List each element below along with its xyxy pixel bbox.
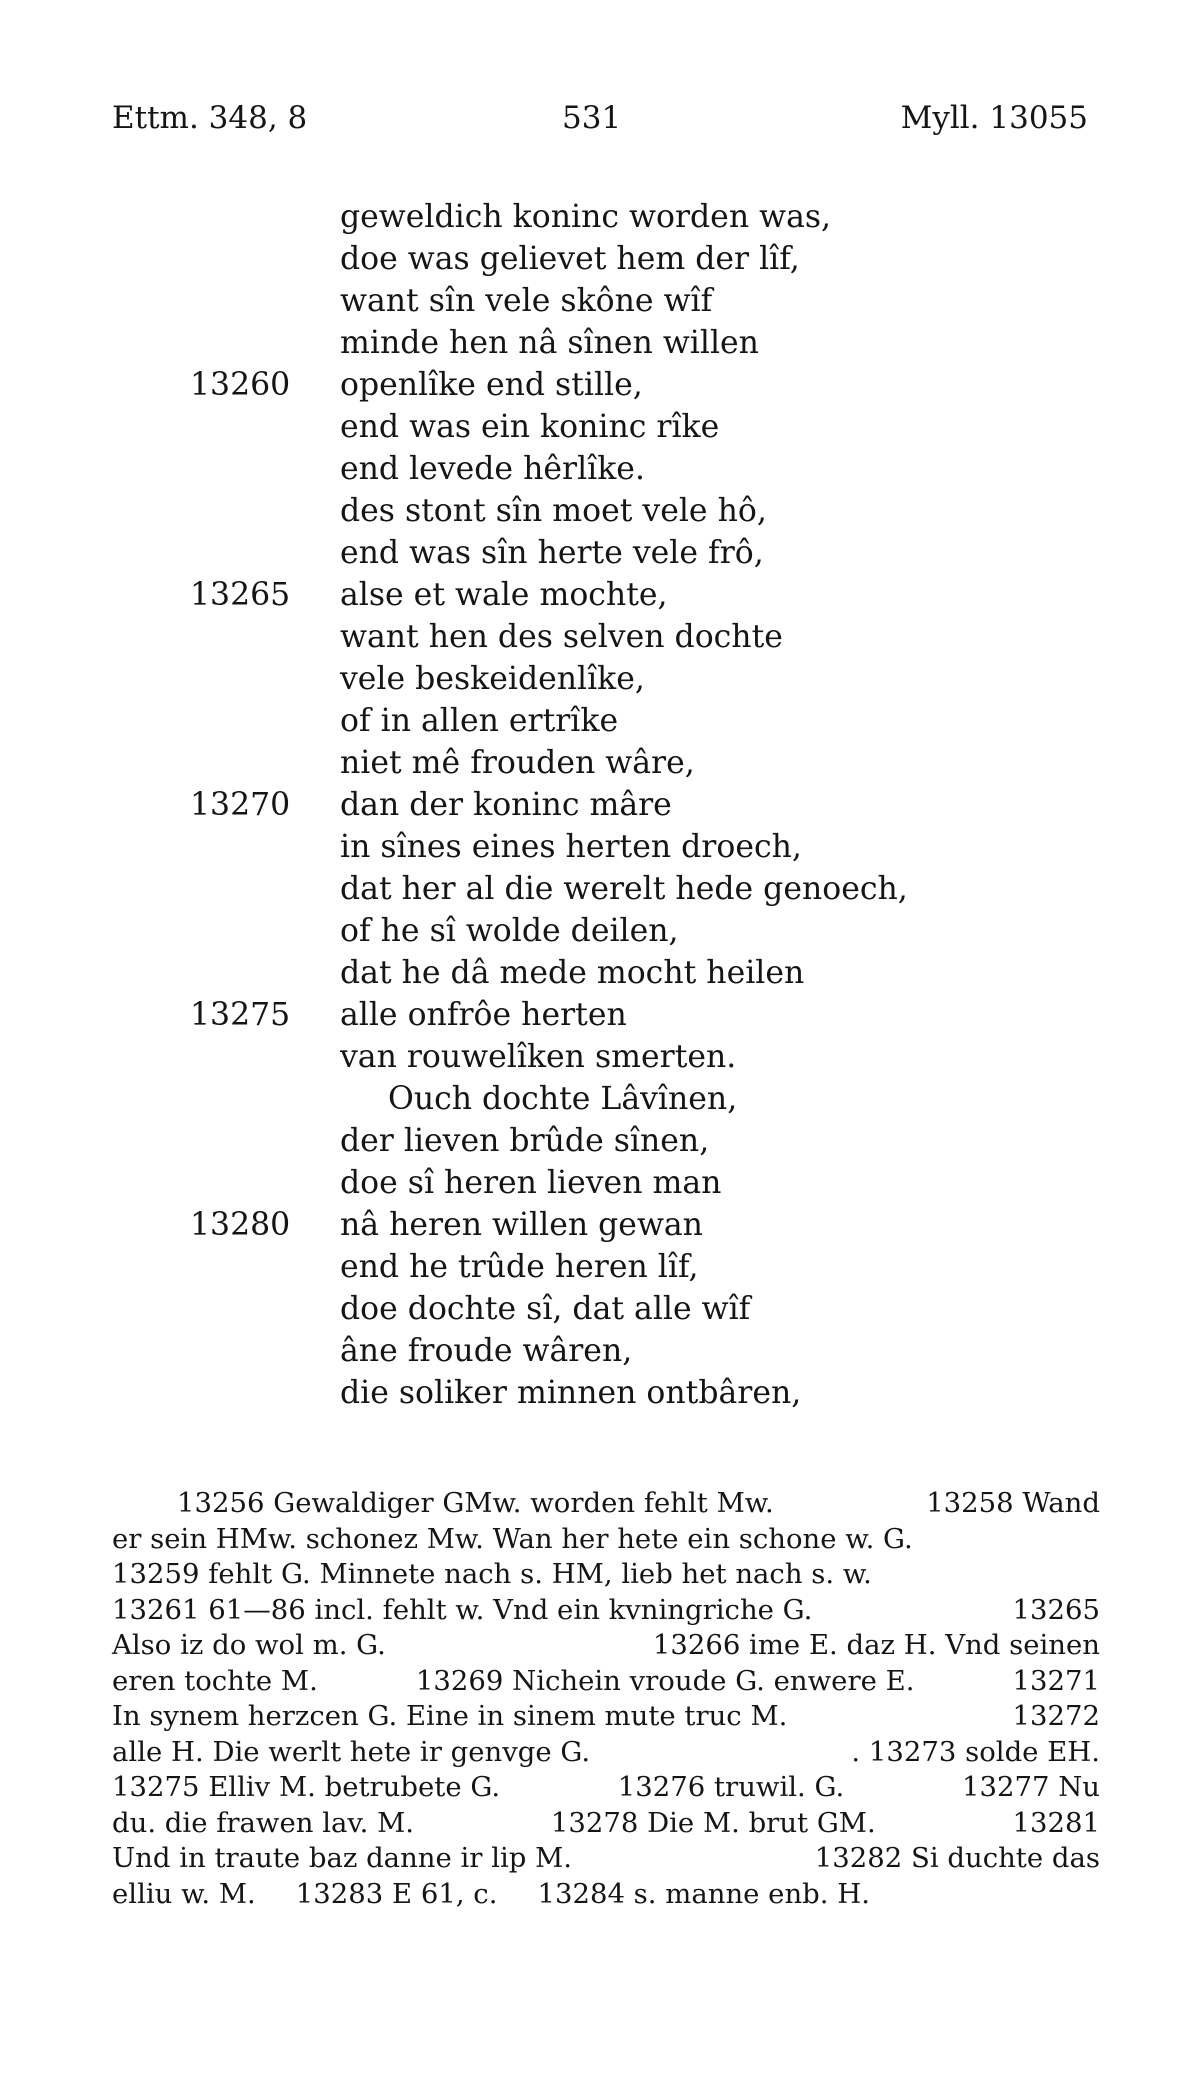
verse-line bbox=[190, 490, 1050, 532]
verse-text-line: dat her al die werelt hede genoech, bbox=[340, 871, 908, 907]
verse-line bbox=[190, 364, 1050, 406]
line-number: 13265 bbox=[190, 577, 291, 613]
verse-text-line: doe was gelievet hem der lîf, bbox=[340, 241, 800, 277]
verse-line bbox=[190, 1372, 1050, 1414]
verse-line bbox=[190, 1162, 1050, 1204]
verse-line bbox=[190, 1036, 1050, 1078]
header-right-reference: Myll. 13055 bbox=[900, 100, 1088, 136]
critical-apparatus bbox=[112, 1486, 1100, 1912]
apparatus-line bbox=[112, 1486, 1100, 1522]
apparatus-segment: 13278 Die M. brut GM. bbox=[550, 1806, 876, 1839]
verse-line bbox=[190, 868, 1050, 910]
apparatus-segment: Also iz do wol m. G. bbox=[112, 1629, 386, 1661]
line-number: 13260 bbox=[190, 367, 291, 403]
verse-text-line: Ouch dochte Lâvînen, bbox=[388, 1081, 738, 1117]
apparatus-line bbox=[112, 1522, 1100, 1558]
apparatus-segment: 13271 bbox=[1012, 1664, 1100, 1697]
verse-text-line: dan der koninc mâre bbox=[340, 787, 672, 823]
apparatus-line bbox=[112, 1770, 1100, 1806]
apparatus-segment: . 13273 solde EH. bbox=[851, 1735, 1100, 1768]
verse-text-line: of he sî wolde deilen, bbox=[340, 913, 679, 949]
apparatus-segment: In synem herzcen G. Eine in sinem mute truc M. bbox=[112, 1700, 788, 1732]
verse-text-line: vele beskeidenlîke, bbox=[340, 661, 645, 697]
verse-line bbox=[190, 238, 1050, 280]
verse-line bbox=[190, 448, 1050, 490]
apparatus-segment: 13265 bbox=[1012, 1593, 1100, 1626]
apparatus-segment: 13258 Wand bbox=[926, 1487, 1100, 1519]
verse-line bbox=[190, 322, 1050, 364]
verse-line bbox=[190, 280, 1050, 322]
verse-text bbox=[190, 196, 1050, 1414]
header-left-reference: Ettm. 348, 8 bbox=[112, 100, 308, 136]
line-number: 13280 bbox=[190, 1207, 291, 1243]
apparatus-segment: eren tochte M. bbox=[112, 1664, 318, 1697]
verse-text-line: des stont sîn moet vele hô, bbox=[340, 493, 767, 529]
apparatus-segment: alle H. Die werlt hete ir genvge G. bbox=[112, 1735, 591, 1768]
apparatus-segment: 13272 bbox=[1012, 1700, 1100, 1732]
page-number: 531 bbox=[562, 100, 622, 136]
apparatus-segment: 13277 Nu bbox=[961, 1771, 1100, 1803]
verse-text-line: van rouwelîken smerten. bbox=[340, 1039, 737, 1075]
verse-line bbox=[190, 1288, 1050, 1330]
verse-line bbox=[190, 1330, 1050, 1372]
apparatus-line bbox=[112, 1628, 1100, 1664]
verse-text-line: alse et wale mochte, bbox=[340, 577, 668, 613]
apparatus-segment: 13282 Si duchte das bbox=[814, 1842, 1100, 1874]
verse-line bbox=[190, 616, 1050, 658]
verse-text-line: dat he dâ mede mocht heilen bbox=[340, 955, 805, 991]
verse-text-line: in sînes eines herten droech, bbox=[340, 829, 802, 865]
verse-line bbox=[190, 1246, 1050, 1288]
line-number: 13270 bbox=[190, 787, 291, 823]
verse-line bbox=[190, 910, 1050, 952]
verse-line bbox=[190, 742, 1050, 784]
verse-text-line: doe sî heren lieven man bbox=[340, 1165, 722, 1201]
verse-line bbox=[190, 532, 1050, 574]
apparatus-segment: er sein HMw. schonez Mw. Wan her hete ein schone w. G. bbox=[112, 1522, 913, 1555]
verse-line bbox=[190, 1204, 1050, 1246]
verse-text-line: âne froude wâren, bbox=[340, 1333, 633, 1369]
apparatus-line bbox=[112, 1841, 1100, 1877]
verse-line bbox=[190, 406, 1050, 448]
verse-line bbox=[190, 826, 1050, 868]
verse-line bbox=[190, 1120, 1050, 1162]
verse-text-line: geweldich koninc worden was, bbox=[340, 199, 832, 235]
apparatus-segment: 13261 61—86 incl. fehlt w. Vnd ein kvningriche G. bbox=[112, 1593, 813, 1626]
verse-line bbox=[190, 574, 1050, 616]
apparatus-segment: 13283 E 61, c. bbox=[295, 1877, 498, 1910]
line-number: 13275 bbox=[190, 997, 291, 1033]
apparatus-segment: 13276 truwil. G. bbox=[617, 1771, 845, 1803]
verse-text-line: of in allen ertrîke bbox=[340, 703, 619, 739]
apparatus-segment: 13259 fehlt G. Minnete nach s. HM, lieb het nach s. w. bbox=[112, 1558, 872, 1590]
apparatus-segment: 13275 Elliv M. betrubete G. bbox=[112, 1771, 501, 1803]
verse-text-line: want hen des selven dochte bbox=[340, 619, 783, 655]
apparatus-segment: 13284 s. manne enb. H. bbox=[537, 1877, 870, 1910]
verse-text-line: end levede hêrlîke. bbox=[340, 451, 645, 487]
verse-text-line: doe dochte sî, dat alle wîf bbox=[340, 1291, 751, 1327]
apparatus-line bbox=[112, 1806, 1100, 1842]
verse-text-line: end he trûde heren lîf, bbox=[340, 1249, 699, 1285]
verse-line bbox=[190, 1078, 1050, 1120]
verse-text-line: end was ein koninc rîke bbox=[340, 409, 720, 445]
apparatus-line bbox=[112, 1664, 1100, 1700]
verse-text-line: niet mê frouden wâre, bbox=[340, 745, 695, 781]
apparatus-segment: 13281 bbox=[1012, 1806, 1100, 1839]
apparatus-segment: 13269 Nichein vroude G. enwere E. bbox=[415, 1664, 915, 1697]
verse-text-line: die soliker minnen ontbâren, bbox=[340, 1375, 802, 1411]
apparatus-line bbox=[112, 1593, 1100, 1629]
apparatus-line bbox=[112, 1735, 1100, 1771]
verse-text-line: alle onfrôe herten bbox=[340, 997, 627, 1033]
running-header bbox=[112, 100, 1088, 144]
verse-line bbox=[190, 952, 1050, 994]
apparatus-segment: Und in traute baz danne ir lip M. bbox=[112, 1842, 573, 1874]
verse-line bbox=[190, 658, 1050, 700]
apparatus-line bbox=[112, 1699, 1100, 1735]
verse-text-line: end was sîn herte vele frô, bbox=[340, 535, 764, 571]
apparatus-line bbox=[112, 1877, 1100, 1913]
apparatus-segment: du. die frawen lav. M. bbox=[112, 1806, 415, 1839]
apparatus-line bbox=[112, 1557, 1100, 1593]
apparatus-segment: 13256 Gewaldiger GMw. worden fehlt Mw. bbox=[177, 1487, 774, 1519]
verse-text-line: minde hen nâ sînen willen bbox=[340, 325, 759, 361]
verse-text-line: want sîn vele skône wîf bbox=[340, 283, 713, 319]
verse-line bbox=[190, 994, 1050, 1036]
verse-line bbox=[190, 196, 1050, 238]
verse-text-line: der lieven brûde sînen, bbox=[340, 1123, 710, 1159]
verse-text-line: nâ heren willen gewan bbox=[340, 1207, 703, 1243]
verse-text-line: openlîke end stille, bbox=[340, 367, 643, 403]
verse-line bbox=[190, 700, 1050, 742]
apparatus-segment: elliu w. M. bbox=[112, 1877, 256, 1910]
apparatus-segment: 13266 ime E. daz H. Vnd seinen bbox=[652, 1629, 1100, 1661]
verse-line bbox=[190, 784, 1050, 826]
